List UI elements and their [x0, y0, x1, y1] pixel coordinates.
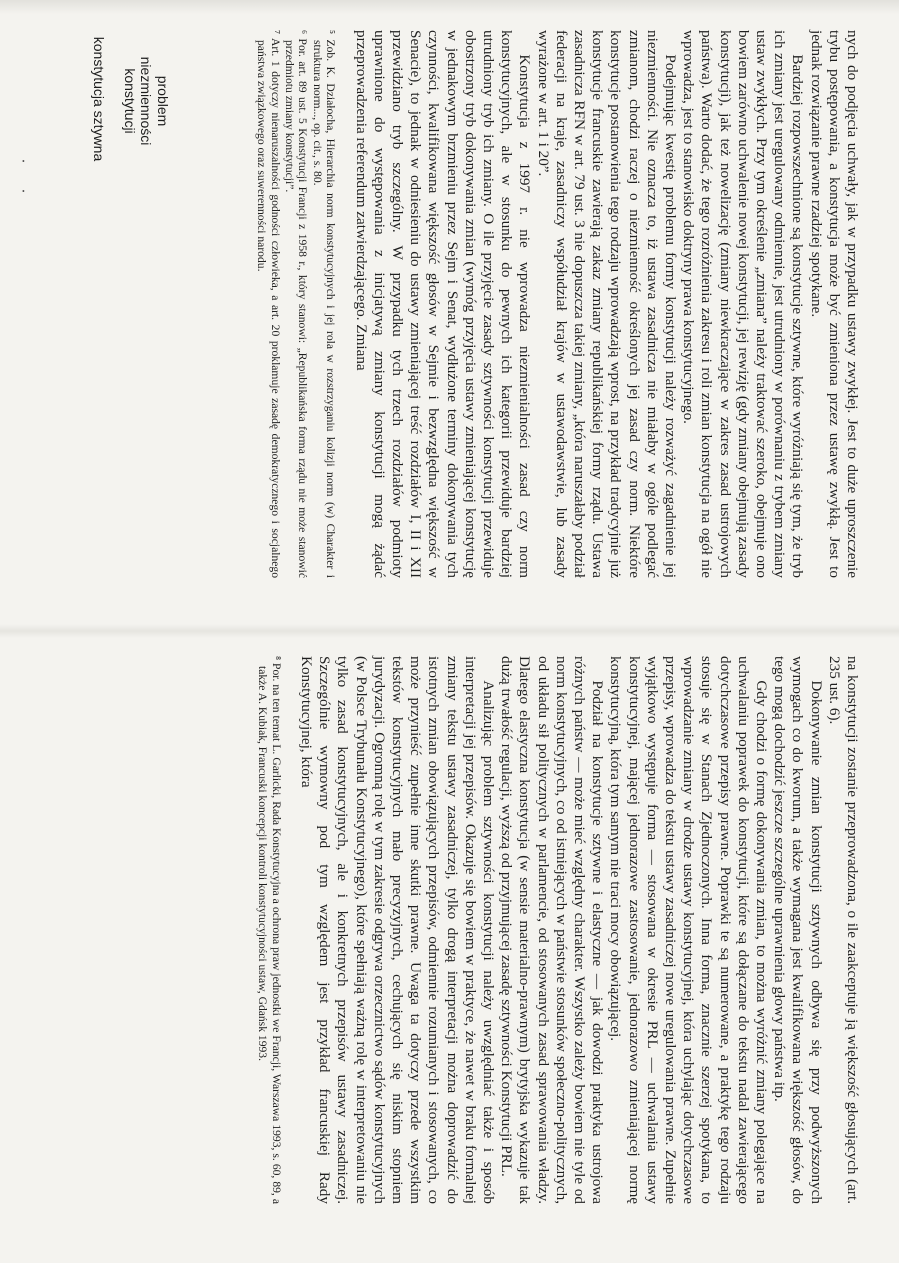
paragraph: Dokonywanie zmian konstytucji sztywnych odbywa się przy podwyższonych wymogach co do kworum, a także wymagana jest kwalifikowana większość głosów, do tego mogą dochodzić jeszcze szczególne uprawnienia głowy państwa itp.: [771, 656, 825, 1204]
paragraph: Podejmując kwestię problemu formy konstytucji należy rozważyć zagadnienie jej niezmienności. Nie oznacza to, iż ustawa zasadnicza nie miałaby w ogóle podlegać zmianom, chodzi raczej o niezmienność określonych jej zasad czy norm. Niektóre konstytucje postanowienia tego rodzaju wprowadzają wprost, na przykład tradycyjnie już konstytucje francuskie zawierają zakaz zmiany republikańskiej formy rządu. Ustawa zasadnicza RFN w art. 79 ust. 3 nie dopuszcza takiej zmiany, „która naruszałaby podział federacji na kraje, zasadniczy współudział krajów w ustawodawstwie, lub zasady wyrażone w art. 1 i 20”.: [534, 30, 679, 578]
footnote: ⁶ Por. art. 89 ust. 5 Konstytucji Francji z 1958 r., który stanowi: „Republikańska forma rządu nie może stanowić przedmiotu zmiany konstytucji”.: [283, 30, 310, 578]
paragraph: Podział na konstytucje sztywne i elastyczne — jak dowodzi praktyka ustrojowa różnych państw — może mieć względny charakter. Wszystko zależy bowiem nie tyle od norm konstytucyjnych, co od istniejących w państwie stosunków społeczno-politycznych, od układu sił politycznych w parlamencie, od stosowanych zasad sprawowania władzy. Dlatego elastyczna konstytucja (w sensie materialno-prawnym) brytyjska wykazuje tak dużą trwałość regulacji, wyższą od przyjmującej zasadę sztywności Konstytucji PRL.: [498, 656, 607, 1204]
scan-mark: •: [22, 187, 25, 196]
paragraph: nych do podjęcia uchwały, jak w przypadku ustawy zwykłej. Jest to duże uproszczenie trybu postępowania, a konstytucja może być zmieniona przez ustawę zwykłą. Jest to jednak rozwiązanie prawne rzadziej spotykane.: [807, 30, 861, 578]
paragraph: Gdy chodzi o formę dokonywania zmian, to można wyróżnić zmiany polegające na uchwalaniu poprawek do konstytucji, które są dołączane do tekstu nadal zawierającego dotychczasowe przepisy prawne. Poprawki te są numerowane, a praktykę tego rodzaju stosuje się w Stanach Zjednoczonych. Inna forma, znacznie szerzej spotykana, to wprowadzanie zmiany w drodze ustawy konstytucyjnej, która uchylając dotychczasowe przepisy, wprowadza do tekstu ustawy zasadniczej nowe uregulowania prawne. Zupełnie wyjątkowo występuje forma — stosowana w okresie PRL — uchwalania ustawy konstytucyjnej, mającej jednorazowe zastosowanie, jednorazowo zmieniającej normę konstytucyjną, która tym samym nie traci mocy obowiązującej.: [607, 656, 770, 1204]
footnotes: [255, 30, 337, 578]
margin-note-immutability: problem niezmienności konstytucji: [122, 56, 171, 146]
footnote: ⁸ Por. na ten temat L. Garlicki, Rada Konstytucyjna a ochrona praw jednostki we Francji, Warszawa 1993, s. 60, 89, a także A. Kubiak, Francuski koncepcji kontroli konstytucyjności ustaw, Gdańsk 1993.: [256, 656, 283, 1204]
paragraph: Konstytucja z 1997 r. nie wprowadza niezmienialności zasad czy norm konstytucyjnych, ale w stosunku do pewnych ich kategorii przewiduje bardziej utrudniony tryb ich zmiany. O ile przyjęcie zasady sztywności konstytucji przewiduje obostrzony tryb dokonywania zmian (wymóg przyjęcia ustawy zmieniającej konstytucję w jednakowym brzmieniu przez Sejm i Senat, wydłużone terminy dokonywania tych czynności, kwalifikowana większość głosów w Sejmie i bezwzględna większość w Senacie), to jednak w odniesieniu do ustawy zmieniającej treść rozdziałów I, II i XII przewidziano tryb szczególny. W przypadku tych trzech rozdziałów podmioty uprawnione do występowania z inicjatywą zmiany konstytucji mogą żądać przeprowadzenia referendum zatwierdzającego. Zmiana: [352, 30, 534, 578]
scan-mark: •: [22, 157, 25, 166]
paragraph: Bardziej rozpowszechnione są konstytucje sztywne, które wyróżniają się tym, że tryb ich zmiany jest uregulowany odmiennie, jest utrudniony w porównaniu z trybem zmiany ustaw zwykłych. Przy tym określenie „zmiana” należy traktować szeroko, obejmuje ono bowiem zarówno uchwalenie nowej konstytucji, jej rewizję (gdy zmiany obejmują zasady konstytucji), jak też nowelizację (zmiany niewkraczające w zakres zasad ustrojowych państwa). Warto dodać, że tego rozróżnienia zakresu i roli zmian konstytucja na ogół nie wprowadza, jest to stanowisko doktryny prawa konstytucyjnego.: [680, 30, 807, 578]
margin-note-rigid-constitution: konstytucja sztywna: [91, 36, 107, 162]
footnote: ⁵ Zob. K. Działocha, Hierarchia norm konstytucyjnych i jej rola w rozstrzyganiu kolizji norm (w) Charakter i struktura norm..., op. cit., s. 80.: [310, 30, 338, 578]
footnotes: [256, 656, 283, 1204]
paragraph: na konstytucji zostanie przeprowadzona, o ile zaakceptuje ją większość głosujących (art. 235 ust. 6).: [825, 656, 861, 1204]
left-page-column: [254, 30, 861, 578]
paragraph: Analizując problem sztywności konstytucji należy uwzględniać także i sposób interpretacji jej przepisów. Okazuje się bowiem w praktyce, że nawet w braku formalnej zmiany tekstu ustawy zasadniczej, tylko drogą interpretacji można doprowadzić do istotnych zmian obowiązujących przepisów, odmiennie rozumianych i stosowanych, co może przynieść zupełnie inne skutki prawne. Uwaga ta dotyczy przede wszystkim tekstów konstytucyjnych mało precyzyjnych, cechujących się niskim stopniem jurydyzacji. Ogromną rolę w tym zakresie odgrywa orzecznictwo sądów konstytucyjnych (w Polsce Trybunału Konstytucyjnego), które spełniają ważną rolę w interpretowaniu nie tylko zasad konstytucyjnych, ale i konkretnych przepisów ustawy zasadniczej. Szczególnie wymowny pod tym względem jest przykład francuskiej Rady Konstytucyjnej, która: [297, 656, 497, 1204]
footnote: ⁷ Art. 1 dotyczy nienaruszalności godności człowieka, a art. 20 proklamuje zasadę demokratycznego i socjalnego państwa związkowego oraz suwerenności narodu.: [255, 30, 282, 578]
right-page-column: [255, 656, 861, 1204]
